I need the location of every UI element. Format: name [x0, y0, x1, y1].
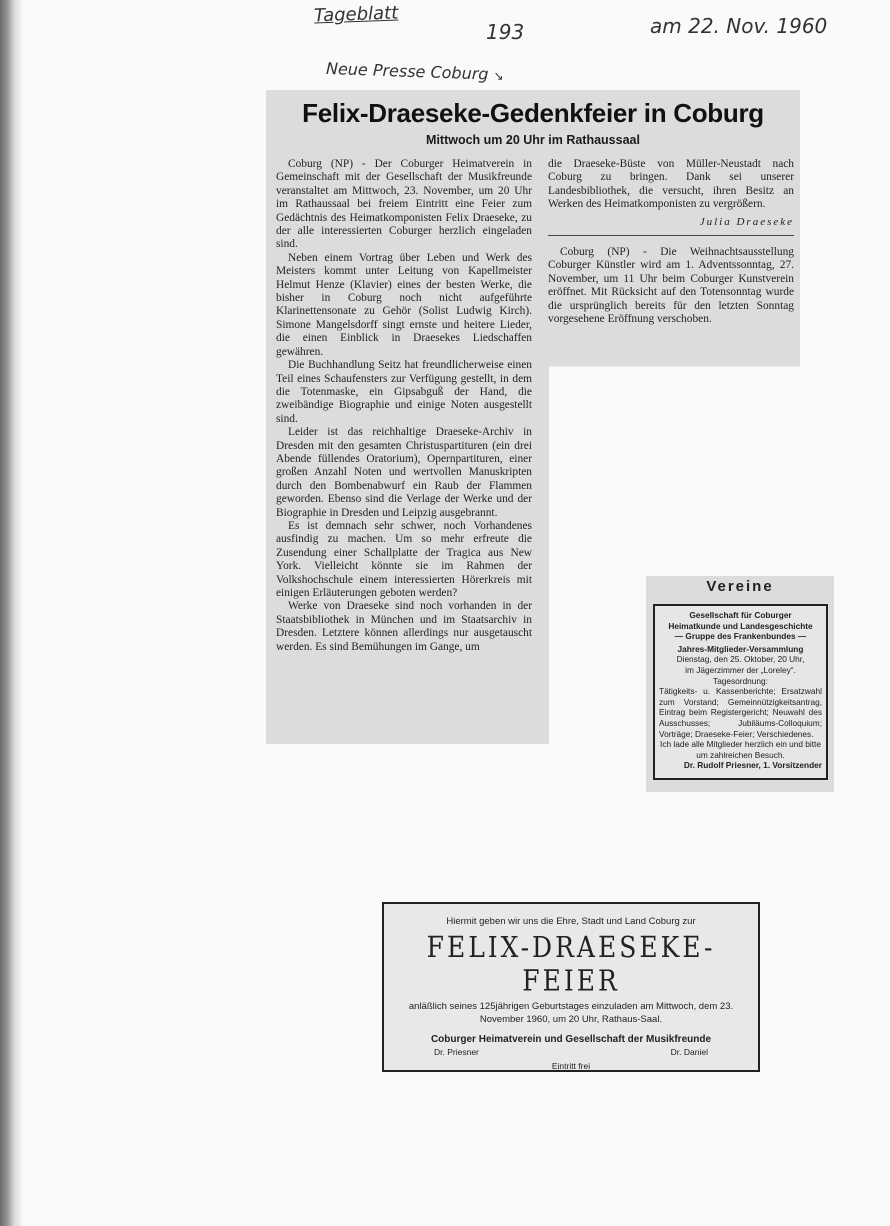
article-header [272, 98, 794, 147]
meeting-date: Dienstag, den 25. Oktober, 20 Uhr, [676, 654, 805, 665]
exhibition-notice: Coburg (NP) - Die Weihnachtsausstellung Coburger Künstler wird am 1. Adventssonntag, 27. November, um 11 Uhr beim Coburger Kunstverein eröffnet. Mit Rücksicht auf den Totensonntag wurde die ursprünglich bereits für den letzten Sonntag vorgesehene Eröffnung verschoben. [548, 246, 794, 326]
article-column-2 [548, 158, 794, 326]
ad-intro: Hiermit geben wir uns die Ehre, Stadt und Land Coburg zur [446, 916, 696, 927]
article-column-1 [276, 158, 532, 740]
column-divider [548, 235, 794, 236]
society-name: Gesellschaft für Coburger [689, 610, 792, 620]
agenda-items: Tätigkeits- u. Kassenberichte; Ersatzwahl zum Vorstand; Gemeinnützigkeitsantrag, Eintrag beim Registergericht; Neuwahl des Ausschusses; Jubiläums-Colloquium; Vorträge; Draeseke-Feier; Verschiedenes. [659, 686, 822, 739]
article-byline: Julia Draeseke [699, 215, 794, 228]
ad-body: anläßlich seines 125jährigen Geburtstages einzuladen am Mittwoch, dem 23. November 1960, um 20 Uhr, Rathaus-Saal. [408, 1001, 734, 1025]
article-continuation: die Draeseke-Büste von Müller-Neustadt nach Coburg zu bringen. Dank sei unserer Landesbibliothek, die versucht, ihren Besitz an Werken des Heimatkomponisten zu vergrößern. [548, 158, 794, 211]
paper-name-note: Tageblatt [313, 2, 399, 27]
ad-admission: Eintritt frei [551, 1061, 591, 1071]
ad-title: FELIX-DRAESEKE-FEIER [426, 930, 716, 998]
article-paragraph: Werke von Draeseke sind noch vorhanden in der Staatsbibliothek in München und im Staatsarchiv in Dresden. Letztere können allerdings nur ausgetauscht werden. Es sind Bemühungen im Gange, um [276, 600, 532, 653]
article-paragraph: Leider ist das reichhaltige Draeseke-Archiv in Dresden mit den gesamten Christuspartituren (ein drei Abende füllendes Oratorium), Opernpartituren, einer großen Anzahl Noten und wertvollen Manuskripten durch den Bombenabwurf ein Raub der Flammen geworden. Ebenso sind die Verlage der Werke und der Biographie in Dresden und Leipzig ausgebrannt. [276, 426, 532, 519]
meeting-title: Jahres-Mitglieder-Versammlung [677, 643, 804, 654]
date-note: am 22. Nov. 1960 [650, 14, 828, 38]
meeting-location: im Jägerzimmer der „Loreley“. [685, 664, 796, 675]
society-group: — Gruppe des Frankenbundes — [674, 631, 807, 642]
article-headline: Felix-Draeseke-Gedenkfeier in Coburg [302, 98, 764, 128]
article-subheadline: Mittwoch um 20 Uhr im Rathaussaal [426, 133, 640, 147]
ad-signers [434, 1047, 708, 1057]
binder-edge [0, 0, 22, 1226]
source-note: Neue Presse Coburg ↘ [325, 58, 504, 84]
article-paragraph: Es ist demnach sehr schwer, noch Vorhandenes ausfindig zu machen. Um so mehr erfreute die Zusendung einer Schallplatte der Tragica aus New York. Vielleicht könnte sie im Rahmen der Volkshochschule einem interessierten Hörerkreis mit einigen Erläuterungen geboten werden? [276, 519, 532, 599]
vereine-notice-box [653, 604, 828, 780]
source-note-text: Neue Presse Coburg [325, 58, 489, 84]
vereine-title: Vereine [706, 578, 774, 595]
society-subtitle: Heimatkunde und Landesgeschichte [668, 620, 813, 631]
ad-hosts: Coburger Heimatverein und Gesellschaft der Musikfreunde [430, 1034, 712, 1045]
chairman-signature: Dr. Rudolf Priesner, 1. Vorsitzender [683, 760, 822, 771]
article-paragraph: Die Buchhandlung Seitz hat freundlicherweise einen Teil eines Schaufensters zur Verfügung gestellt, in dem die Totenmaske, ein Gipsabguß der Hand, die zweibändige Biographie und einige Noten ausgestellt sind. [276, 359, 532, 425]
article-paragraph: Coburg (NP) - Der Coburger Heimatverein in Gemeinschaft mit der Gesellschaft der Musikfreunde veranstaltet am Mittwoch, 23. November, um 20 Uhr im Rathaussaal bei freiem Eintritt eine Feier zum Gedächtnis des Heimatkomponisten Felix Draeseke, zu der alle interessierten Coburger herzlich eingeladen sind. [276, 158, 532, 251]
page-number-note: 193 [486, 20, 525, 44]
agenda-heading: Tagesordnung: [713, 675, 768, 686]
event-advertisement [382, 902, 760, 1072]
ad-signer-left: Dr. Priesner [434, 1047, 479, 1057]
invitation-line: Ich lade alle Mitglieder herzlich ein und bitte um zahlreichen Besuch. [660, 739, 821, 760]
article-paragraph: Neben einem Vortrag über Leben und Werk des Meisters kommt unter Leitung von Kapellmeister Helmut Henze (Klavier) eines der besten Werke, die bisher in Coburg noch nicht aufgeführte Klarinettensonate zu Gehör (Solist Ludwig Kirch). Simone Mangelsdorff singt ernste und heitere Lieder, die einen Einblick in Draesekes Liedschaffen gewähren. [276, 251, 532, 358]
ad-signer-right: Dr. Daniel [670, 1047, 708, 1057]
